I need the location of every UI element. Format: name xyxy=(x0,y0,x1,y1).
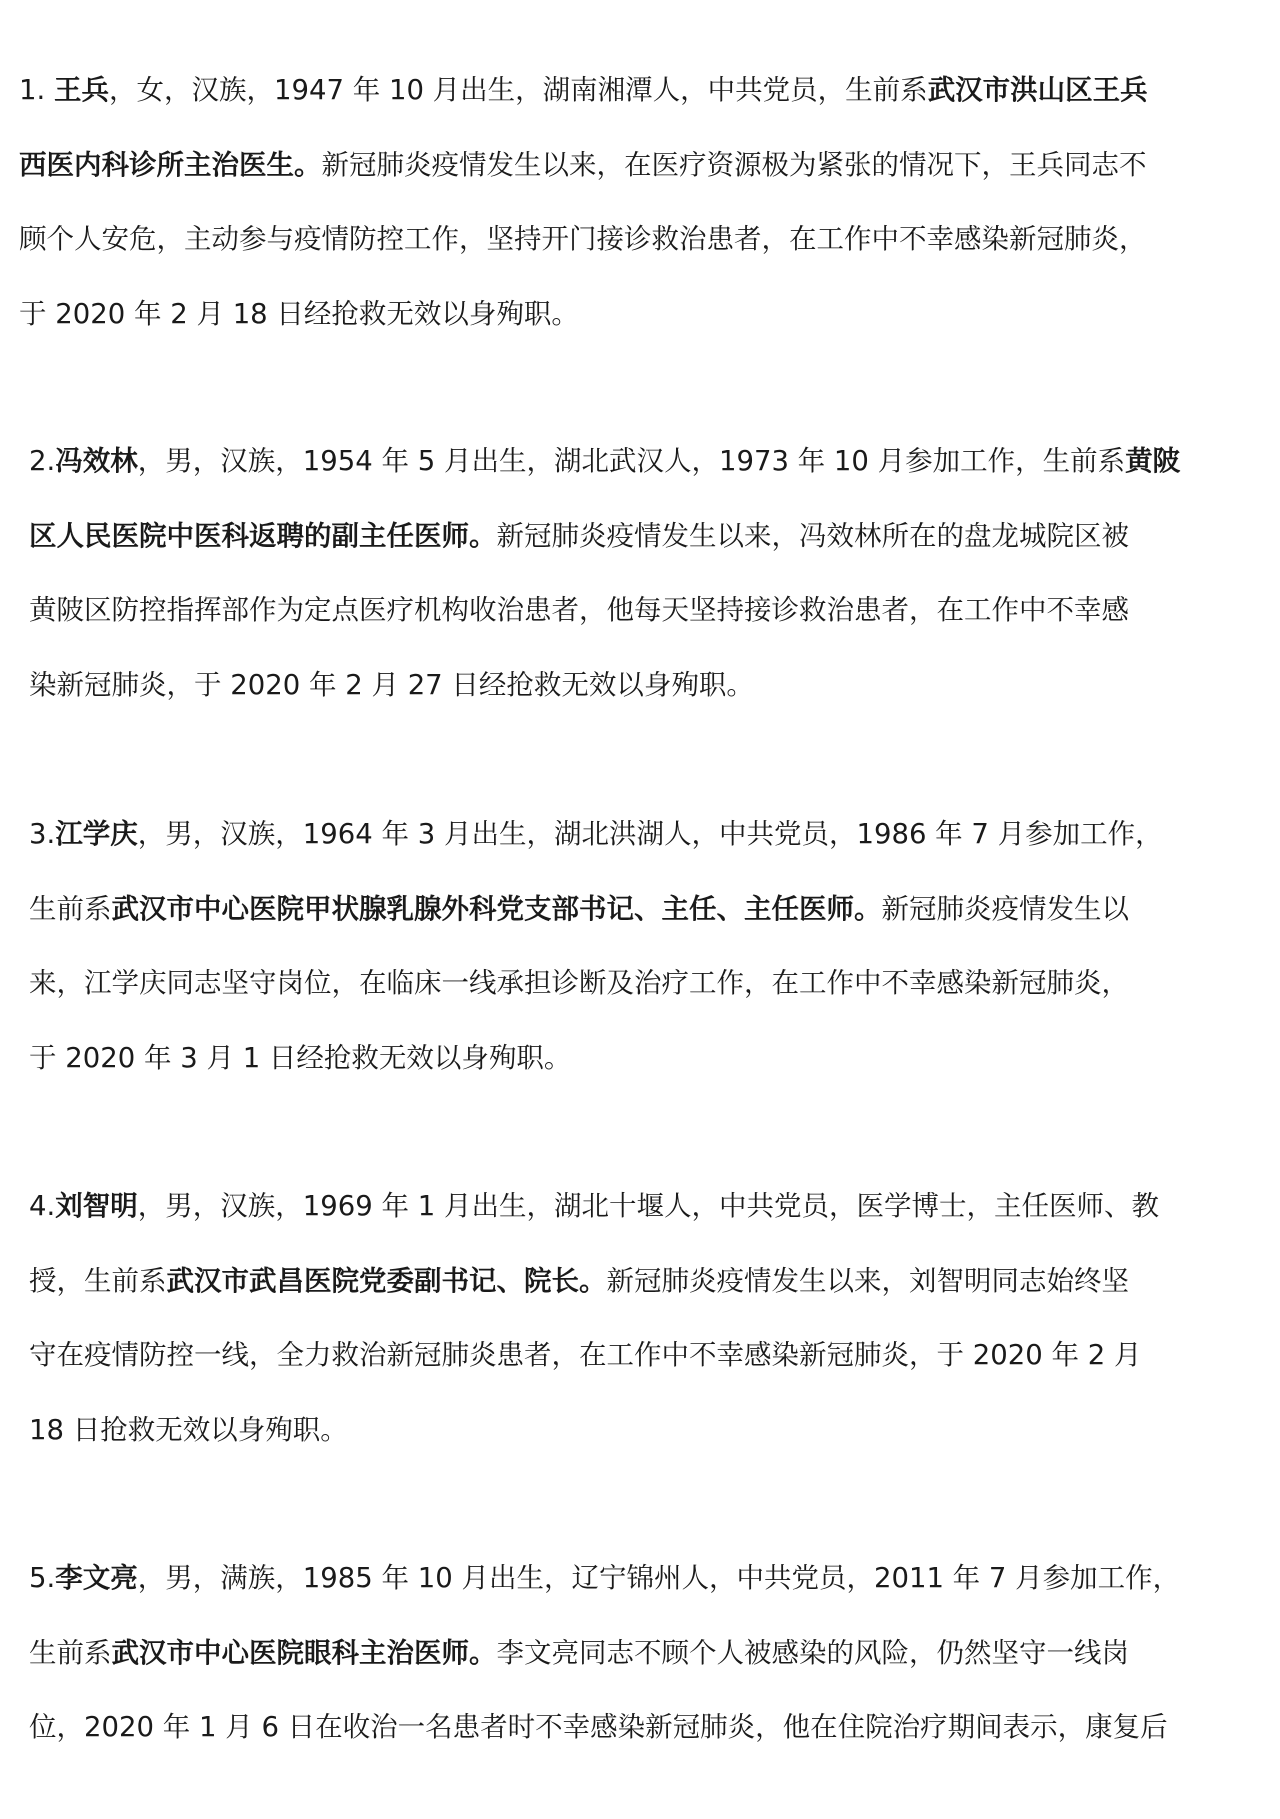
entry-2 xyxy=(29,424,1180,722)
body-text: 2. xyxy=(29,445,56,477)
bold-text: 黄陂 xyxy=(1125,445,1181,477)
bold-text: 李文亮 xyxy=(55,1562,138,1594)
paragraph-line xyxy=(29,1169,1159,1244)
entry-4 xyxy=(29,1169,1159,1467)
paragraph-line xyxy=(19,277,1148,352)
body-text: 新冠肺炎疫情发生以来，刘智明同志始终坚 xyxy=(606,1264,1129,1297)
body-text: 1. xyxy=(19,74,54,106)
paragraph-line xyxy=(29,424,1180,499)
paragraph-line xyxy=(19,202,1148,277)
body-text: 于 2020 年 3 月 1 日经抢救无效以身殉职。 xyxy=(29,1041,572,1074)
bold-text: 西医内科诊所主治医生。 xyxy=(19,148,322,181)
paragraph-line xyxy=(29,1393,1159,1468)
body-text: ，女，汉族，1947 年 10 月出生，湖南湘潭人，中共党员，生前系 xyxy=(108,74,928,106)
bold-text: 刘智明 xyxy=(55,1190,138,1222)
paragraph-line xyxy=(29,797,1163,872)
bold-text: 武汉市中心医院眼科主治医师。 xyxy=(111,1636,497,1669)
bold-text: 区人民医院中医科返聘的副主任医师。 xyxy=(29,519,497,552)
paragraph-line xyxy=(29,946,1163,1021)
bold-text: 江学庆 xyxy=(55,818,138,850)
paragraph-line xyxy=(29,1541,1180,1616)
entry-1 xyxy=(19,53,1148,351)
paragraph-line xyxy=(19,53,1148,128)
entry-5 xyxy=(29,1541,1180,1765)
paragraph-line xyxy=(29,1021,1163,1096)
paragraph-line xyxy=(29,573,1180,648)
paragraph-line xyxy=(29,1690,1180,1765)
body-text: 新冠肺炎疫情发生以来，冯效林所在的盘龙城院区被 xyxy=(496,519,1129,552)
bold-text: 武汉市中心医院甲状腺乳腺外科党支部书记、主任、主任医师。 xyxy=(111,892,882,925)
bold-text: 王兵 xyxy=(53,74,109,106)
entry-3 xyxy=(29,797,1163,1095)
body-text: 李文亮同志不顾个人被感染的风险，仍然坚守一线岗 xyxy=(496,1636,1129,1669)
body-text: ，男，汉族，1964 年 3 月出生，湖北洪湖人，中共党员，1986 年 7 月参加工作， xyxy=(137,818,1163,850)
body-text: 生前系 xyxy=(29,1636,112,1669)
paragraph-line xyxy=(19,128,1148,203)
body-text: ，男，汉族，1969 年 1 月出生，湖北十堰人，中共党员，医学博士，主任医师、教 xyxy=(137,1190,1159,1222)
body-text: 3. xyxy=(29,818,56,850)
body-text: 新冠肺炎疫情发生以 xyxy=(881,892,1129,925)
paragraph-line xyxy=(29,1616,1180,1691)
bold-text: 武汉市武昌医院党委副书记、院长。 xyxy=(166,1264,607,1297)
body-text: 于 2020 年 2 月 18 日经抢救无效以身殉职。 xyxy=(19,297,579,330)
paragraph-line xyxy=(29,1244,1159,1319)
body-text: 顾个人安危，主动参与疫情防控工作，坚持开门接诊救治患者，在工作中不幸感染新冠肺炎， xyxy=(19,223,1147,256)
body-text: 染新冠肺炎，于 2020 年 2 月 27 日经抢救无效以身殉职。 xyxy=(29,668,754,701)
body-text: 新冠肺炎疫情发生以来，在医疗资源极为紧张的情况下，王兵同志不 xyxy=(321,148,1147,181)
paragraph-line xyxy=(29,648,1180,723)
bold-text: 武汉市洪山区王兵 xyxy=(927,74,1148,106)
bold-text: 冯效林 xyxy=(55,445,138,477)
body-text: ，男，汉族，1954 年 5 月出生，湖北武汉人，1973 年 10 月参加工作，生前系 xyxy=(137,445,1126,477)
body-text: 授，生前系 xyxy=(29,1264,167,1297)
body-text: 来，江学庆同志坚守岗位，在临床一线承担诊断及治疗工作，在工作中不幸感染新冠肺炎， xyxy=(29,967,1129,1000)
paragraph-line xyxy=(29,1318,1159,1393)
paragraph-line xyxy=(29,499,1180,574)
paragraph-line xyxy=(29,872,1163,947)
body-text: 18 日抢救无效以身殉职。 xyxy=(29,1413,348,1446)
body-text: 生前系 xyxy=(29,892,112,925)
body-text: 守在疫情防控一线，全力救治新冠肺炎患者，在工作中不幸感染新冠肺炎，于 2020 年 2 月 xyxy=(29,1339,1142,1372)
body-text: ，男，满族，1985 年 10 月出生，辽宁锦州人，中共党员，2011 年 7 月参加工作， xyxy=(137,1562,1181,1594)
body-text: 黄陂区防控指挥部作为定点医疗机构收治患者，他每天坚持接诊救治患者，在工作中不幸感 xyxy=(29,594,1129,627)
body-text: 5. xyxy=(29,1562,56,1594)
body-text: 位，2020 年 1 月 6 日在收治一名患者时不幸感染新冠肺炎，他在住院治疗期间表示，康复后 xyxy=(29,1711,1168,1744)
body-text: 4. xyxy=(29,1190,56,1222)
